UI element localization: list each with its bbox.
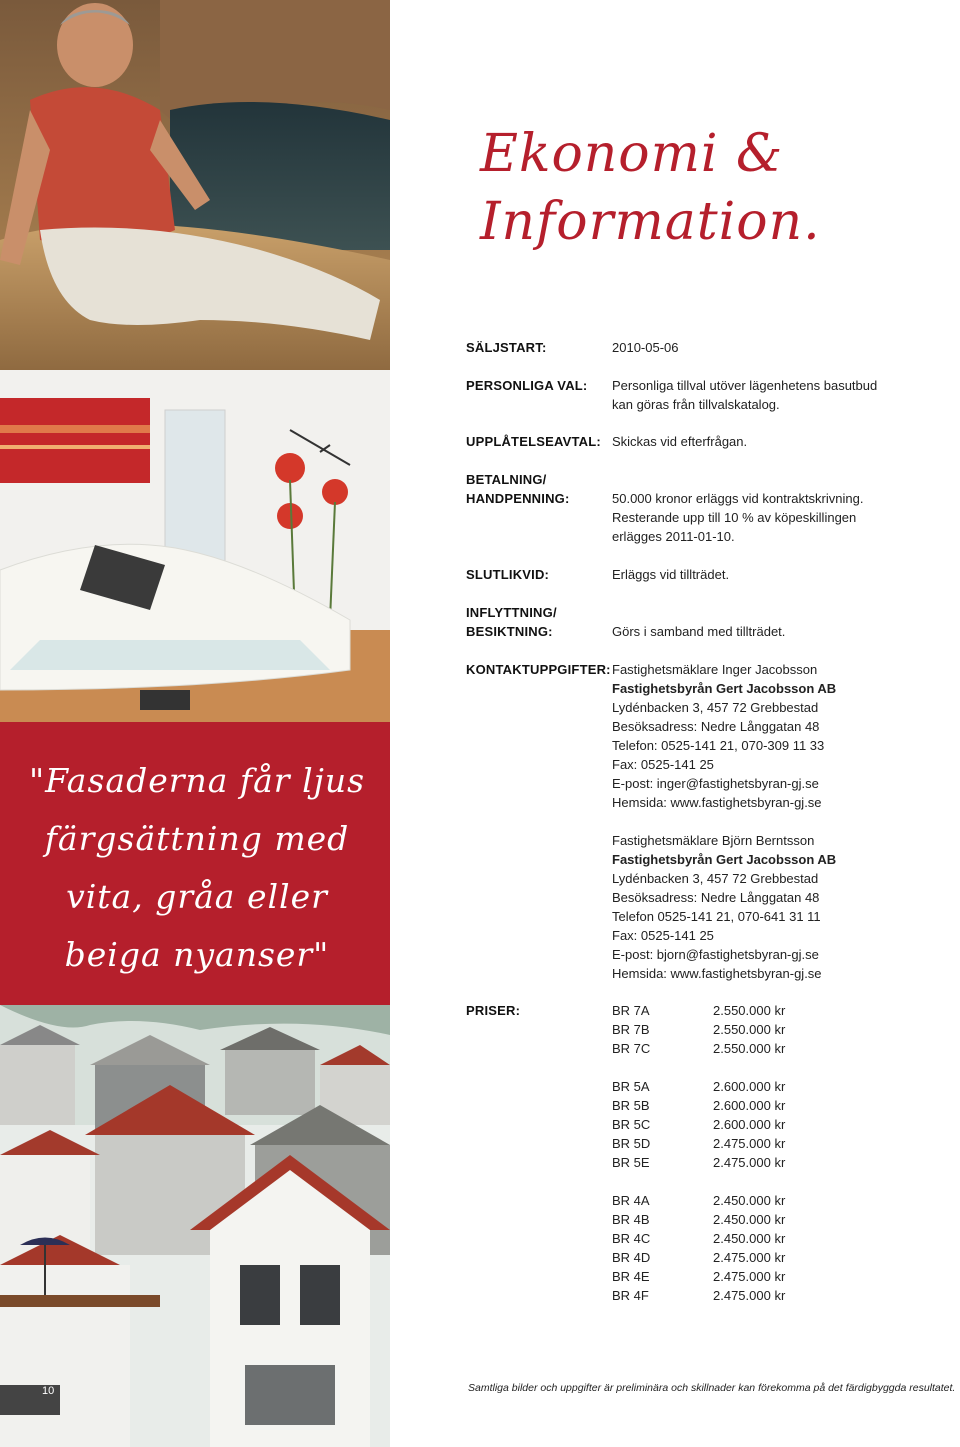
price-amount: 2.550.000 kr [713, 1041, 786, 1056]
price-unit: BR 7A [612, 1003, 650, 1018]
price-row [612, 1077, 833, 1096]
contact-visit-address: Besöksadress: Nedre Långgatan 48 [612, 719, 820, 734]
price-unit: BR 4B [612, 1212, 650, 1227]
living-room-image [0, 370, 390, 722]
price-unit: BR 7B [612, 1022, 650, 1037]
beach-photo [0, 0, 390, 370]
contact-website[interactable]: Hemsida: www.fastighetsbyran-gj.se [612, 795, 822, 810]
price-row [612, 1115, 833, 1134]
price-amount: 2.550.000 kr [713, 1022, 786, 1037]
slutlikvid-label: SLUTLIKVID: [466, 567, 550, 582]
price-amount: 2.475.000 kr [713, 1155, 786, 1170]
left-image-column [0, 0, 390, 1447]
kontakt-value [612, 660, 932, 983]
price-group [612, 1001, 833, 1058]
price-row [612, 1191, 833, 1210]
betalning-line: Resterande upp till 10 % av köpeskillingen [612, 510, 857, 525]
price-row [612, 1248, 833, 1267]
contact-name: Fastighetsmäklare Björn Berntsson [612, 833, 815, 848]
price-row [612, 1210, 833, 1229]
price-unit: BR 5B [612, 1098, 650, 1113]
betalning-label [466, 470, 606, 508]
price-row [612, 1096, 833, 1115]
price-amount: 2.450.000 kr [713, 1231, 786, 1246]
price-amount: 2.475.000 kr [713, 1269, 786, 1284]
contact-website[interactable]: Hemsida: www.fastighetsbyran-gj.se [612, 966, 822, 981]
price-group [612, 1077, 833, 1172]
contact-fax: Fax: 0525-141 25 [612, 757, 714, 772]
price-unit: BR 4D [612, 1250, 651, 1265]
price-unit: BR 5A [612, 1079, 650, 1094]
betalning-value [612, 489, 932, 546]
personliga-val-line: Personliga tillval utöver lägenhetens basutbud [612, 378, 878, 393]
price-row [612, 1153, 833, 1172]
personliga-val-value [612, 376, 932, 414]
contact-phone: Telefon 0525-141 21, 070-641 31 11 [612, 909, 821, 924]
betalning-line: 50.000 kronor erläggs vid kontraktskrivning. [612, 491, 864, 506]
contact-address: Lydénbacken 3, 457 72 Grebbestad [612, 871, 819, 886]
price-row [612, 1286, 833, 1305]
price-unit: BR 5D [612, 1136, 651, 1151]
price-row [612, 1134, 833, 1153]
price-group [612, 1191, 833, 1305]
contact-address: Lydénbacken 3, 457 72 Grebbestad [612, 700, 819, 715]
houses-rendering [0, 1005, 390, 1447]
price-row [612, 1267, 833, 1286]
price-amount: 2.600.000 kr [713, 1079, 786, 1094]
quote-text: "Fasaderna får ljus färgsättning med vita, gråa eller beiga nyanser" [28, 761, 366, 974]
price-amount: 2.450.000 kr [713, 1193, 786, 1208]
personliga-val-line: kan göras från tillvalskatalog. [612, 397, 780, 412]
footnote: Samtliga bilder och uppgifter är preliminära och skillnader kan förekomma på det färdigbyggda resultatet. [468, 1382, 956, 1394]
price-table [612, 1001, 833, 1324]
price-row [612, 1039, 833, 1058]
betalning-label-line: HANDPENNING: [466, 491, 570, 506]
kontakt-label: KONTAKTUPPGIFTER: [466, 662, 611, 677]
price-amount: 2.600.000 kr [713, 1117, 786, 1132]
price-amount: 2.550.000 kr [713, 1003, 786, 1018]
houses-image [0, 1005, 390, 1447]
saljstart-value: 2010-05-06 [612, 340, 679, 355]
price-unit: BR 7C [612, 1041, 651, 1056]
contact-email[interactable]: E-post: inger@fastighetsbyran-gj.se [612, 776, 819, 791]
page-title-line1: Ekonomi & [480, 124, 784, 184]
contact-phone: Telefon: 0525-141 21, 070-309 11 33 [612, 738, 825, 753]
contact-visit-address: Besöksadress: Nedre Långgatan 48 [612, 890, 820, 905]
saljstart-label: SÄLJSTART: [466, 340, 547, 355]
man-on-rocks-image [0, 0, 390, 370]
contact-email[interactable]: E-post: bjorn@fastighetsbyran-gj.se [612, 947, 819, 962]
contact-company: Fastighetsbyrån Gert Jacobsson AB [612, 681, 837, 696]
price-unit: BR 4E [612, 1269, 650, 1284]
price-row [612, 1229, 833, 1248]
price-row [612, 1001, 833, 1020]
betalning-line: erlägges 2011-01-10. [612, 529, 735, 544]
price-row [612, 1020, 833, 1039]
upplatelseavtal-value: Skickas vid efterfrågan. [612, 434, 748, 449]
contact-company: Fastighetsbyrån Gert Jacobsson AB [612, 852, 837, 867]
personliga-val-label: PERSONLIGA VAL: [466, 378, 588, 393]
price-unit: BR 5E [612, 1155, 650, 1170]
price-amount: 2.475.000 kr [713, 1288, 786, 1303]
price-unit: BR 4F [612, 1288, 649, 1303]
inflyttning-label-line: INFLYTTNING/ [466, 605, 557, 620]
slutlikvid-value: Erläggs vid tillträdet. [612, 567, 730, 582]
inflyttning-label-line: BESIKTNING: [466, 624, 553, 639]
price-unit: BR 5C [612, 1117, 651, 1132]
price-unit: BR 4C [612, 1231, 651, 1246]
inflyttning-label [466, 603, 606, 641]
contact-name: Fastighetsmäklare Inger Jacobsson [612, 662, 818, 677]
page-title-line2: Information. [480, 192, 821, 252]
inflyttning-value: Görs i samband med tillträdet. [612, 624, 786, 639]
priser-label: PRISER: [466, 1003, 521, 1018]
price-amount: 2.600.000 kr [713, 1098, 786, 1113]
upplatelseavtal-label: UPPLÅTELSEAVTAL: [466, 434, 601, 449]
page-number: 10 [42, 1385, 55, 1397]
price-amount: 2.475.000 kr [713, 1136, 786, 1151]
page-title [480, 120, 950, 256]
living-room-photo [0, 370, 390, 722]
contact-fax: Fax: 0525-141 25 [612, 928, 714, 943]
quote-box [0, 722, 390, 1005]
price-amount: 2.450.000 kr [713, 1212, 786, 1227]
price-unit: BR 4A [612, 1193, 650, 1208]
price-amount: 2.475.000 kr [713, 1250, 786, 1265]
betalning-label-line: BETALNING/ [466, 472, 547, 487]
